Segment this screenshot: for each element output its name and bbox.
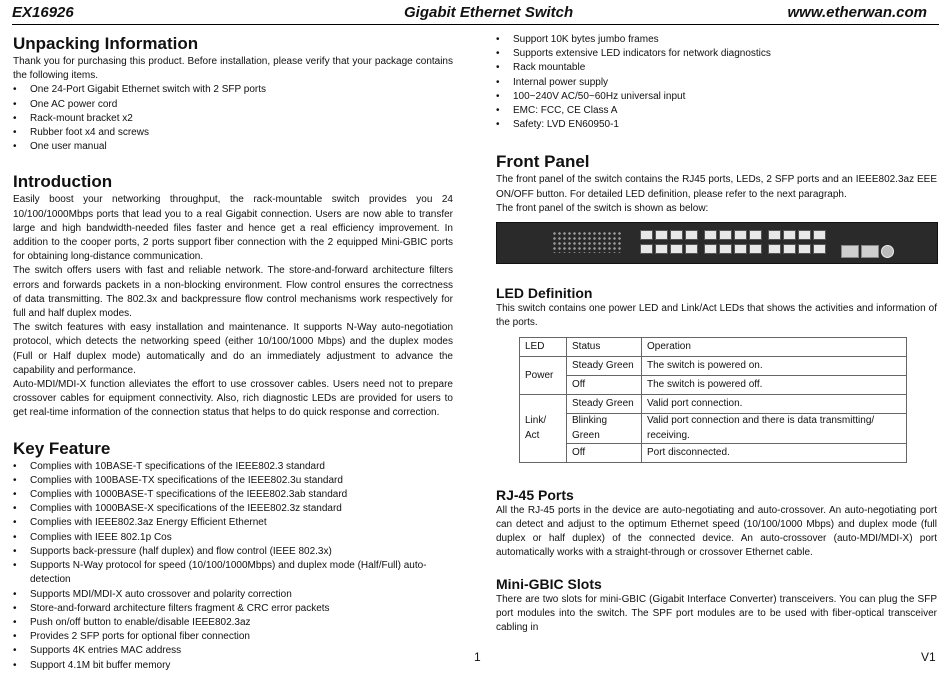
list-item: • One AC power cord — [13, 98, 453, 112]
table-cell: Valid port connection and there is data transmitting/ receiving. — [642, 414, 907, 443]
unpacking-list — [13, 83, 453, 154]
list-item: • Support 4.1M bit buffer memory — [13, 659, 453, 673]
eee-button-icon — [881, 245, 894, 258]
rj45-port — [655, 230, 668, 240]
list-item: • Support 10K bytes jumbo frames — [496, 33, 937, 47]
unpacking-heading: Unpacking Information — [13, 34, 199, 53]
introduction-heading: Introduction — [13, 172, 113, 192]
rj45-port — [798, 230, 811, 240]
list-item: • Complies with 10BASE-T specifications of the IEEE802.3 standard — [13, 460, 453, 474]
led-definition-intro: This switch contains one power LED and Link/Act LEDs that shows the activities and information of the ports. — [496, 303, 937, 329]
table-header: LED — [520, 338, 567, 357]
rj45-port — [813, 230, 826, 240]
led-table — [519, 337, 907, 462]
table-header-row — [520, 338, 907, 357]
rj45-port — [749, 244, 762, 254]
table-row — [520, 395, 907, 414]
intro-paragraph: The switch features with easy installation and maintenance. It supports N-Way auto-negotiation protocol, which detects the networking speed (either 10/100/1000 Mbps) and the duplex modes (Full or Half duplex mode) automatically and do an immediately adjustment to advance the capability and performance. — [13, 322, 453, 376]
table-cell: Off — [567, 443, 642, 462]
page-header — [0, 0, 950, 24]
rj45-port — [768, 230, 781, 240]
table-cell: Blinking Green — [567, 414, 642, 443]
table-row — [520, 443, 907, 462]
rj45-heading: RJ-45 Ports — [496, 486, 574, 503]
front-panel-heading: Front Panel — [496, 152, 590, 172]
rj45-port — [704, 230, 717, 240]
key-feature-list — [13, 460, 453, 673]
left-column — [13, 33, 453, 673]
rj45-port — [704, 244, 717, 254]
list-item: • Complies with 1000BASE-X specifications of the IEEE802.3z standard — [13, 502, 453, 516]
table-cell-led: Power — [520, 357, 567, 395]
list-item: • Safety: LVD EN60950-1 — [496, 118, 937, 132]
rj45-port — [719, 230, 732, 240]
list-item: • 100~240V AC/50~60Hz universal input — [496, 90, 937, 104]
list-item: • Supports MDI/MDI-X auto crossover and polarity correction — [13, 588, 453, 602]
list-item: • Internal power supply — [496, 76, 937, 90]
list-item: • Rubber foot x4 and screws — [13, 126, 453, 140]
mini-gbic-paragraph: There are two slots for mini-GBIC (Gigabit Interface Converter) transceivers. You can plug the SFP port modules into the switch. The SPF port modules are to be used with fiber-optical transceiver cabling in — [496, 593, 937, 634]
rj45-port — [655, 244, 668, 254]
sfp-port — [861, 245, 879, 258]
led-definition-heading: LED Definition — [496, 285, 593, 302]
list-item: • Provides 2 SFP ports for optional fiber connection — [13, 630, 453, 644]
rj45-paragraph: All the RJ-45 ports in the device are auto-negotiating and auto-crossover. An auto-negotiating port can detect and adjust to the optimum Ethernet speed (10/100/1000 Mbps) and duplex mode (full duplex or half duplex) of the connected device. An auto-crossover (auto-MDI/MDI-X) port automatically works with a straight-through or crossover Ethernet cable. — [496, 504, 937, 559]
table-row — [520, 414, 907, 443]
table-cell: Off — [567, 376, 642, 395]
list-item: • Complies with 1000BASE-T specifications of the IEEE802.3ab standard — [13, 488, 453, 502]
mini-gbic-heading: Mini-GBIC Slots — [496, 575, 602, 592]
rj45-port — [670, 230, 683, 240]
rj45-port — [640, 244, 653, 254]
table-header: Status — [567, 338, 642, 357]
rj45-port — [783, 230, 796, 240]
rj45-port — [749, 230, 762, 240]
sfp-port — [841, 245, 859, 258]
list-item: • Complies with IEEE 802.1p Cos — [13, 531, 453, 545]
list-item: • Supports 4K entries MAC address — [13, 644, 453, 658]
list-item: • Supports extensive LED indicators for network diagnostics — [496, 47, 937, 61]
rj45-port — [670, 244, 683, 254]
list-item: • Rack mountable — [496, 61, 937, 75]
rj45-port — [685, 244, 698, 254]
page-number: 1 — [474, 650, 481, 664]
front-panel-image — [496, 222, 938, 264]
list-item: • Complies with IEEE802.3az Energy Efficient Ethernet — [13, 516, 453, 530]
table-cell: Port disconnected. — [642, 443, 907, 462]
right-column — [496, 33, 937, 635]
list-item: • Complies with 100BASE-TX specifications of the IEEE802.3u standard — [13, 474, 453, 488]
header-divider — [12, 24, 939, 25]
list-item: • One user manual — [13, 140, 453, 154]
version-label: V1 — [921, 650, 936, 664]
table-header: Operation — [642, 338, 907, 357]
rj45-port — [640, 230, 653, 240]
list-item: • Store-and-forward architecture filters fragment & CRC error packets — [13, 602, 453, 616]
intro-paragraph: Easily boost your networking throughput, the rack-mountable switch provides you 24 10/100/1000Mbps ports that lead you to a real Gigabit connection. Users are now able to transfer large and high bandwidth-needed files faster and hence get a real efficiency improvement. In addition to the cooper ports, 2 ports support fiber connection with the 2 equipped Mini-GBIC ports for obtaining long-distance communication. — [13, 194, 453, 263]
table-cell-led: Link/ Act — [520, 395, 567, 462]
list-item: • Push on/off button to enable/disable IEEE802.3az — [13, 616, 453, 630]
led-indicator-grid — [552, 231, 622, 253]
rj45-port — [798, 244, 811, 254]
table-cell: The switch is powered off. — [642, 376, 907, 395]
rj45-port — [783, 244, 796, 254]
model-name: EX16926 — [12, 4, 74, 21]
table-row — [520, 357, 907, 376]
list-item: • Rack-mount bracket x2 — [13, 112, 453, 126]
website-url[interactable]: www.etherwan.com — [787, 4, 927, 21]
list-item: • One 24-Port Gigabit Ethernet switch with 2 SFP ports — [13, 83, 453, 97]
list-item: • Supports N-Way protocol for speed (10/100/1000Mbps) and duplex mode (Half/Full) auto-detection — [13, 559, 453, 587]
rj45-port — [719, 244, 732, 254]
table-cell: Valid port connection. — [642, 395, 907, 414]
key-feature-list-continued — [496, 33, 937, 132]
front-panel-paragraph: The front panel of the switch is shown as below: — [496, 202, 709, 214]
rj45-port — [813, 244, 826, 254]
intro-paragraph: The switch offers users with fast and reliable network. The store-and-forward architecture filters errors and forwards packets in a non-blocking environment. Flow control ensures the correctness of data transmitting. The 802.3x and backpressure flow control mechanisms work respectively for full and half duplex modes. — [13, 265, 453, 320]
rj45-port — [768, 244, 781, 254]
table-row — [520, 376, 907, 395]
rj45-port — [685, 230, 698, 240]
rj45-port — [734, 230, 747, 240]
table-cell: The switch is powered on. — [642, 357, 907, 376]
intro-paragraph: Auto-MDI/MDI-X function alleviates the effort to use crossover cables. Users need not to prepare crossover cables for equipment connectivity. Also, rich diagnostic LEDs are provided for users to get real-time information of the connection status that helps to do quick response and correction. — [13, 379, 453, 419]
unpacking-intro: Thank you for purchasing this product. Before installation, please verify that your package contains the following items. — [13, 56, 453, 82]
table-cell: Steady Green — [567, 395, 642, 414]
key-feature-heading: Key Feature — [13, 438, 111, 458]
document-title: Gigabit Ethernet Switch — [404, 4, 574, 21]
list-item: • Supports back-pressure (half duplex) and flow control (IEEE 802.3x) — [13, 545, 453, 559]
rj45-port — [734, 244, 747, 254]
list-item: • EMC: FCC, CE Class A — [496, 104, 937, 118]
front-panel-paragraph: The front panel of the switch contains the RJ45 ports, LEDs, 2 SFP ports and an IEEE802.3az EEE ON/OFF button. For detailed LED definition, please refer to the next paragraph. — [496, 174, 937, 200]
table-cell: Steady Green — [567, 357, 642, 376]
